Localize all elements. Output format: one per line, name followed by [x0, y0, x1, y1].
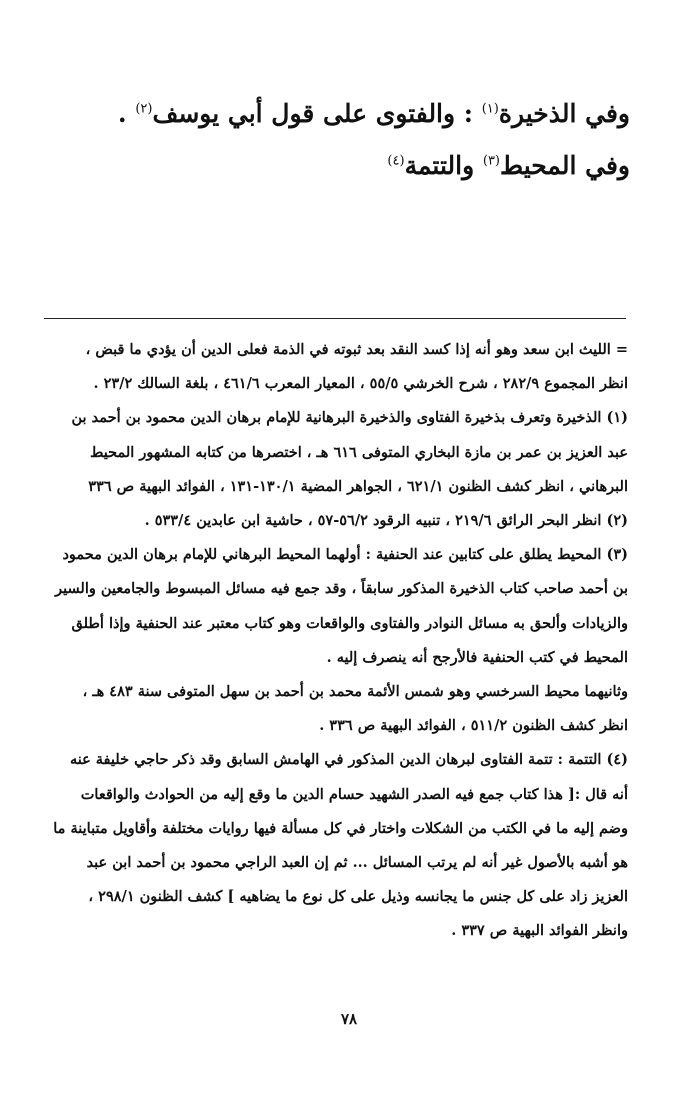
footnote-continuation [44, 333, 628, 401]
main-text-segment: وفي المحيط [500, 151, 630, 180]
footnote-ref-3[interactable]: (٣) [482, 153, 500, 169]
footnote-separator [44, 318, 626, 319]
footnote-line: وثانيهما محيط السرخسي وهو شمس الأئمة محمد بن أحمد بن سهل المتوفى سنة ٤٨٣ هـ ، [82, 683, 628, 701]
footnote-line: البرهاني ، انظر كشف الظنون ٦٢١/١ ، الجواهر المضية ١٣٠/١-١٣١ ، الفوائد البهية ص ٣٣٦ [88, 477, 628, 495]
footnote-line: بن أحمد صاحب كتاب الذخيرة المذكور سابقاً ، وقد جمع فيه مسائل المبسوط والجامعين والسير [55, 580, 628, 598]
footnote-line: عبد العزيز بن عمر بن مازة البخاري المتوفى ٦١٦ هـ ، اختصرها من كتابه المشهور المحيط [89, 443, 628, 461]
footnote-line: أنه قال :[ هذا كتاب جمع فيه الصدر الشهيد حسام الدين ما وقع إليه من الحوادث والواقعات [80, 785, 628, 803]
footnote-line: وضم إليه ما في الكتب من الشكلات واختار في كل مسألة فيها روايات مختلفة وأقاويل متباينة ما [53, 819, 628, 837]
footnote-2 [44, 504, 628, 538]
footnote-line: = الليث ابن سعد وهو أنه إذا كسد النقد بعد ثبوته في الذمة فعلى الدين أن يؤدي ما قبض ، [85, 341, 628, 358]
footnote-1 [44, 401, 628, 504]
footnote-line: انظر كشف الظنون ٥١١/٢ ، الفوائد البهية ص ٣٣٦ . [319, 717, 628, 735]
footnote-4 [44, 743, 628, 948]
footnote-ref-1[interactable]: (١) [481, 101, 499, 117]
footnote-line: انظر المجموع ٢٨٢/٩ ، شرح الخرشي ٥٥/٥ ، المعيار المعرب ٤٦١/٦ ، بلغة السالك ٢٣/٢ . [93, 375, 628, 393]
footnote-line: والزيادات وألحق به مسائل النوادر والفتاوى والواقعات وهو كتاب معتبر عند الحنفية وإذا أطلق [71, 614, 628, 632]
footnote-line: (٢) انظر البحر الرائق ٢١٩/٦ ، تنبيه الرقود ٥٦/٢-٥٧ ، حاشية ابن عابدين ٥٣٣/٤ . [144, 512, 628, 530]
footnote-line: (٣) المحيط يطلق على كتابين عند الحنفية : أولهما المحيط البرهاني للإمام برهان الدين محمود [62, 546, 628, 564]
main-text-segment: والتتمة [404, 151, 483, 180]
footnote-line: العزيز زاد على كل جنس ما يجانسه وذيل على كل نوع ما يضاهيه ] كشف الظنون ٢٩٨/١ ، [88, 888, 628, 906]
main-text-segment: . [117, 99, 136, 128]
main-text-segment: وفي الذخيرة [498, 99, 630, 128]
main-text-line-2 [70, 140, 630, 192]
main-text-line-1 [70, 88, 630, 140]
footnote-line: المحيط في كتب الحنفية فالأرجح أنه ينصرف إليه . [326, 648, 628, 666]
footnotes [44, 333, 628, 949]
footnote-line: وانظر الفوائد البهية ص ٣٣٧ . [451, 922, 628, 940]
footnote-line: (١) الذخيرة وتعرف بذخيرة الفتاوى والذخيرة البرهانية للإمام برهان الدين محمود بن أحمد بن [71, 409, 628, 427]
footnote-line: هو أشبه بالأصول غير أنه لم يرتب المسائل ... ثم إن العبد الراجي محمود بن أحمد ابن عبد [86, 854, 628, 872]
footnote-line: (٤) التتمة : تتمة الفتاوى لبرهان الدين المذكور في الهامش السابق وقد ذكر حاجي خليفة عنه [69, 751, 628, 769]
footnote-3 [44, 538, 628, 743]
footnote-ref-2[interactable]: (٢) [135, 101, 153, 117]
main-text [70, 88, 630, 192]
page-number: ٧٨ [340, 1010, 358, 1028]
footnote-ref-4[interactable]: (٤) [387, 153, 405, 169]
main-text-segment: : والفتوى على قول أبي يوسف [152, 99, 482, 128]
